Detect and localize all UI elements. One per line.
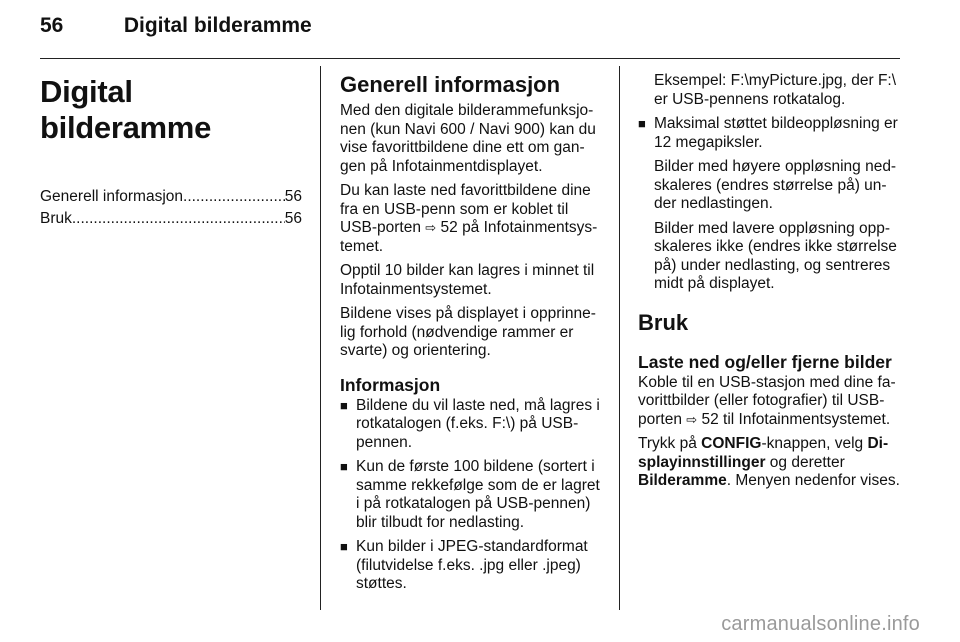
list-item-text: Bildene du vil laste ned, må lagres i rotkatalogen (f.eks. F:\) på USB- pennen. xyxy=(356,396,600,451)
toc-entry-bruk[interactable] xyxy=(40,208,302,230)
list-item-text: Kun de første 100 bildene (sortert i samme rekkefølge som de er lagret i på rotkatalogen på USB-pennen) blir tilbudt for nedlasting. xyxy=(356,458,600,531)
paragraph-connect-ref: 52 til Infotainmentsystemet. xyxy=(701,410,891,428)
column-divider-right xyxy=(619,66,620,610)
toc-label: Generell informasjon xyxy=(40,188,184,205)
page-ref-arrow-icon: ⇨ xyxy=(686,411,698,427)
list-item xyxy=(340,538,604,594)
chapter-title: Digital bilderamme xyxy=(40,74,212,145)
paragraph-intro: Med den digitale bilderammefunksjo- nen (kun Navi 600 / Navi 900) kan du vise favorittbildene dine ett om gan- gen på Infotainmentdisplayet. xyxy=(340,102,596,175)
header-title: Digital bilderamme xyxy=(123,14,312,37)
display-settings-name: Di- splayinnstillinger xyxy=(638,435,889,471)
list-item-text: Kun bilder i JPEG-standardformat (filutvidelse f.eks. .jpg eller .jpeg) støttes. xyxy=(356,538,588,592)
toc-entry-generell[interactable] xyxy=(40,186,302,208)
usage-column xyxy=(638,72,902,497)
resolution-note-downscale: Bilder med høyere oppløsning ned- skaleres (endres størrelse på) un- der nedlastingen. xyxy=(654,158,897,212)
config-text-c: og deretter xyxy=(769,453,845,471)
resolution-list xyxy=(638,115,902,294)
picture-frame-name: Bilderamme xyxy=(638,472,727,489)
toc-page: 56 xyxy=(284,210,302,227)
paragraph-connect-text: Koble til en USB-stasjon med dine fa- vorittbilder (eller fotografier) til USB- porten xyxy=(638,373,896,428)
toc-label: Bruk xyxy=(40,210,72,227)
config-text-a: Trykk på xyxy=(638,435,697,452)
header-rule xyxy=(40,58,900,59)
paragraph-connect xyxy=(638,374,902,430)
config-text-b: -knappen, velg xyxy=(761,435,864,452)
toc-leader xyxy=(72,208,285,230)
subheading-informasjon: Informasjon xyxy=(340,374,441,395)
list-item xyxy=(340,458,604,532)
bullet-icon: ■ xyxy=(340,397,348,413)
bullet-icon: ■ xyxy=(340,539,348,554)
list-item-text: Maksimal støttet bildeoppløsning er 12 megapiksler. xyxy=(654,115,898,151)
paragraph-usb-ref: 52 på Infotainmentsys- temet. xyxy=(340,219,598,255)
paragraph-usb xyxy=(340,182,604,256)
toc-page: 56 xyxy=(284,188,302,205)
page-header xyxy=(40,14,312,38)
toc-column xyxy=(40,72,302,230)
resolution-note-upscale: Bilder med lavere oppløsning opp- skaleres ikke (endres ikke størrelse på) under nedlasting, og sentreres midt på displayet. xyxy=(654,219,897,292)
subheading-laste-ned: Laste ned og/eller fjerne bilder xyxy=(638,351,892,372)
list-item xyxy=(340,397,604,453)
section-heading-generell: Generell informasjon xyxy=(340,72,561,97)
toc-leader xyxy=(183,186,285,208)
paragraph-display: Bildene vises på displayet i opprinne- lig forhold (nødvendige rammer er svarte) og orientering. xyxy=(340,305,596,359)
config-button-name: CONFIG xyxy=(701,435,762,452)
list-item xyxy=(638,115,902,294)
example-text: Eksempel: F:\myPicture.jpg, der F:\ er USB-pennens rotkatalog. xyxy=(654,72,897,108)
section-heading-bruk: Bruk xyxy=(638,309,689,335)
column-divider-left xyxy=(320,66,321,610)
config-text-d: . Menyen nedenfor vises. xyxy=(726,472,900,489)
page-ref-arrow-icon: ⇨ xyxy=(425,220,437,235)
bullet-icon: ■ xyxy=(638,116,646,131)
general-info-column xyxy=(340,72,604,600)
bullet-icon: ■ xyxy=(340,459,348,474)
watermark: carmanualsonline.info xyxy=(721,613,920,635)
paragraph-config xyxy=(638,435,902,491)
paragraph-usb-text: Du kan laste ned favorittbildene dine fra en USB-penn som er koblet til USB-porten xyxy=(340,182,591,236)
paragraph-capacity: Opptil 10 bilder kan lagres i minnet til Infotainmentsystemet. xyxy=(340,262,595,298)
page-number: 56 xyxy=(40,14,64,37)
info-list xyxy=(340,397,604,594)
